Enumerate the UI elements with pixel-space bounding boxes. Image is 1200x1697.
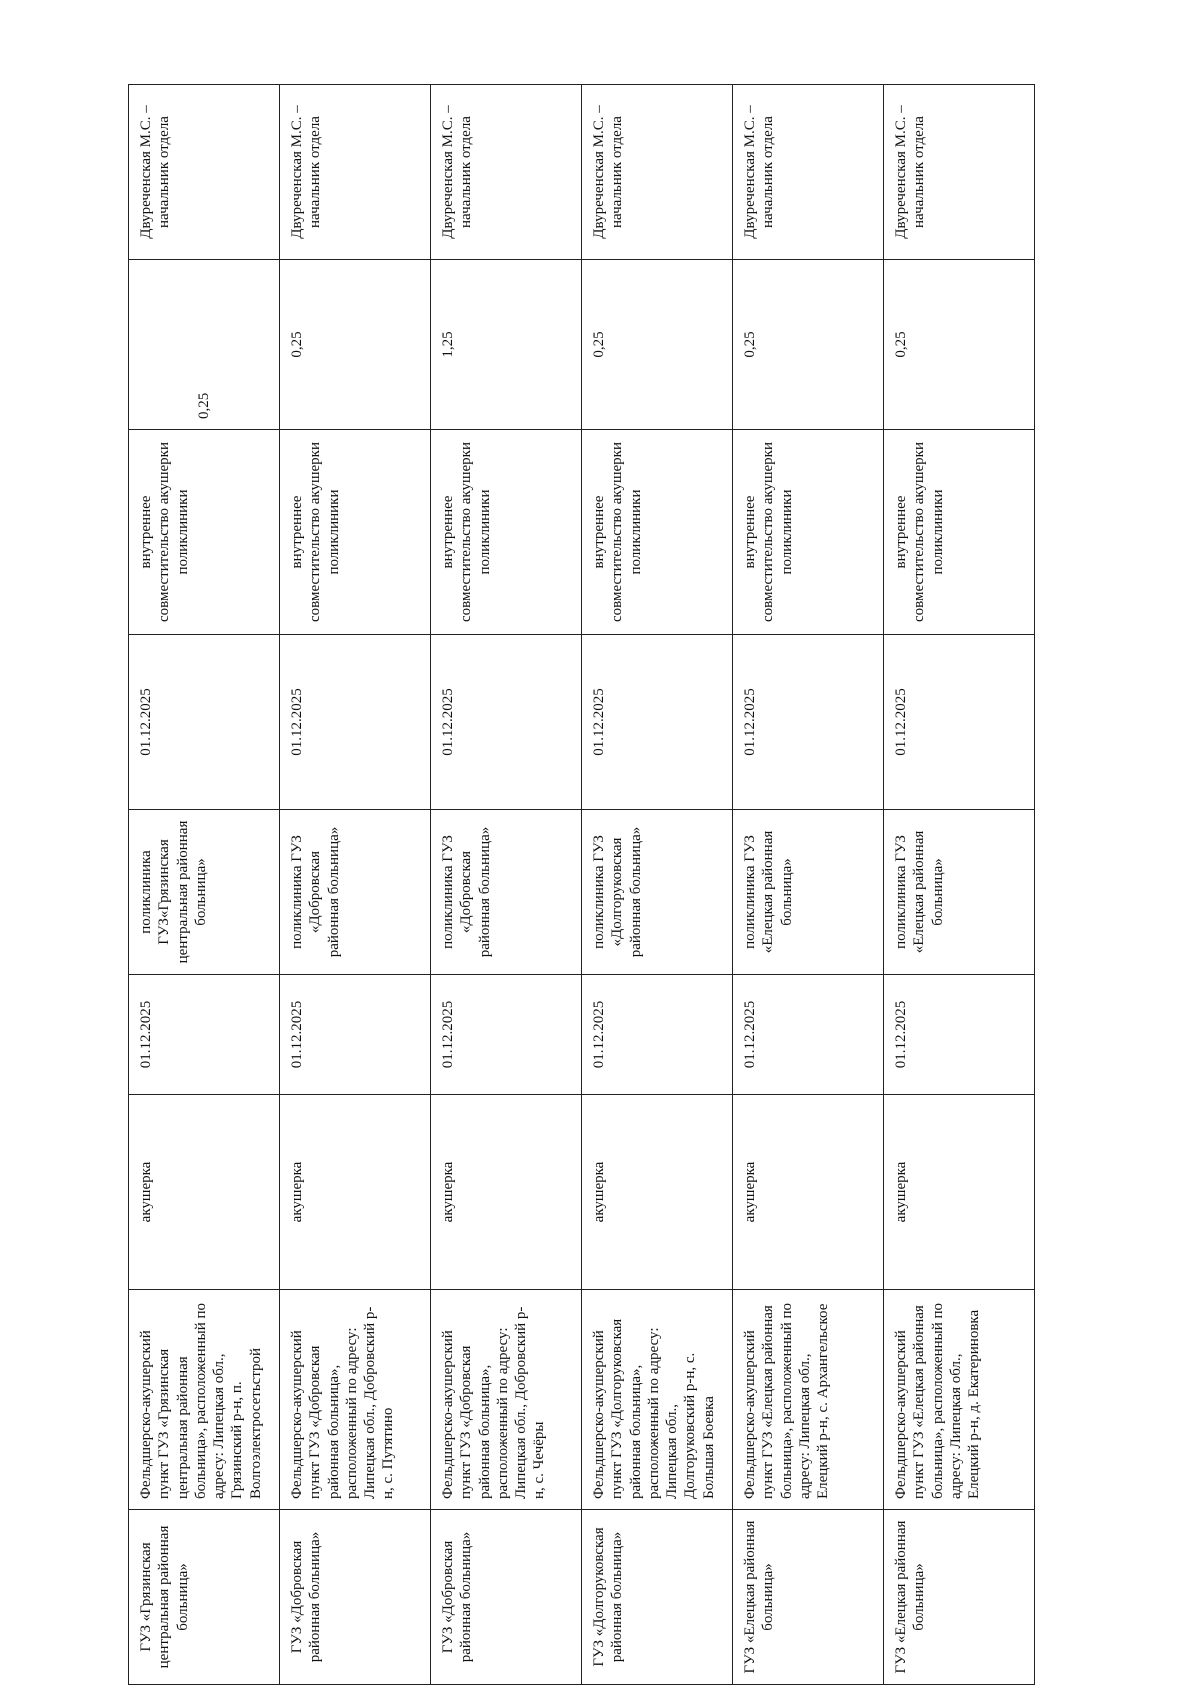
cell-responsible: Двуреченская М.С. – начальник отдела [884,85,1035,260]
table-row [733,85,884,1685]
cell-position: акушерка [884,1095,1035,1290]
cell-unit: поликлиника ГУЗ«Грязинская центральная районная больница» [129,810,280,975]
cell-rate: 1,25 [431,260,582,430]
cell-mode: внутреннее совместительство акушерки поликлиники [280,430,431,635]
cell-rate: 0,25 [280,260,431,430]
table-body [129,85,1035,1685]
cell-date-end: 01.12.2025 [431,635,582,810]
cell-unit: поликлиника ГУЗ «Долгоруковская районная больница» [582,810,733,975]
table-row [280,85,431,1685]
cell-org: ГУЗ «Долгоруковская районная больница» [582,1510,733,1685]
table-row [884,85,1035,1685]
cell-facility: Фельдшерско-акушерский пункт ГУЗ «Добровская районная больница», расположенный по адресу: Липецкая обл., Добровский р-н, с. Путятино [280,1290,431,1510]
cell-facility: Фельдшерско-акушерский пункт ГУЗ «Елецкая районная больница», расположенный по адресу: Липецкая обл., Елецкий р-н, с. Архангельское [733,1290,884,1510]
cell-date-end: 01.12.2025 [129,635,280,810]
cell-unit: поликлиника ГУЗ «Добровская районная больница» [280,810,431,975]
cell-responsible: Двуреченская М.С. – начальник отдела [582,85,733,260]
cell-facility: Фельдшерско-акушерский пункт ГУЗ «Добровская районная больница», расположенный по адресу: Липецкая обл., Добровский р-н, с. Чечёры [431,1290,582,1510]
staffing-table [128,84,1035,1685]
cell-rate: 0,25 [582,260,733,430]
cell-rate: 0,25 [733,260,884,430]
cell-org: ГУЗ «Елецкая районная больница» [733,1510,884,1685]
rotated-table-sheet [128,85,1034,1685]
cell-date-start: 01.12.2025 [280,975,431,1095]
cell-date-start: 01.12.2025 [884,975,1035,1095]
cell-date-start: 01.12.2025 [582,975,733,1095]
cell-org: ГУЗ «Добровская районная больница» [431,1510,582,1685]
cell-mode: внутреннее совместительство акушерки поликлиники [582,430,733,635]
cell-position: акушерка [280,1095,431,1290]
cell-facility: Фельдшерско-акушерский пункт ГУЗ «Елецкая районная больница», расположенный по адресу: Липецкая обл., Елецкий р-н, д. Екатериновка [884,1290,1035,1510]
cell-org: ГУЗ «Елецкая районная больница» [884,1510,1035,1685]
cell-unit: поликлиника ГУЗ «Елецкая районная больница» [884,810,1035,975]
cell-position: акушерка [431,1095,582,1290]
cell-rate: 0,25 [129,260,280,430]
cell-mode: внутреннее совместительство акушерки поликлиники [431,430,582,635]
cell-date-start: 01.12.2025 [129,975,280,1095]
cell-facility: Фельдшерско-акушерский пункт ГУЗ «Долгоруковская районная больница», расположенный по адресу: Липецкая обл., Долгоруковский р-н, с. Большая Боевка [582,1290,733,1510]
cell-mode: внутреннее совместительство акушерки поликлиники [884,430,1035,635]
cell-unit: поликлиника ГУЗ «Елецкая районная больница» [733,810,884,975]
cell-org: ГУЗ «Добровская районная больница» [280,1510,431,1685]
table-row [431,85,582,1685]
cell-responsible: Двуреченская М.С. – начальник отдела [280,85,431,260]
cell-unit: поликлиника ГУЗ «Добровская районная больница» [431,810,582,975]
cell-date-start: 01.12.2025 [431,975,582,1095]
cell-org: ГУЗ «Грязинская центральная районная больница» [129,1510,280,1685]
cell-responsible: Двуреченская М.С. – начальник отдела [431,85,582,260]
cell-date-start: 01.12.2025 [733,975,884,1095]
cell-responsible: Двуреченская М.С. – начальник отдела [129,85,280,260]
cell-position: акушерка [733,1095,884,1290]
table-row [582,85,733,1685]
cell-date-end: 01.12.2025 [733,635,884,810]
cell-facility: Фельдшерско-акушерский пункт ГУЗ «Грязинская центральная районная больница», расположенный по адресу: Липецкая обл., Грязинский р-н, п. Волгоэлектросетьстрой [129,1290,280,1510]
cell-responsible: Двуреченская М.С. – начальник отдела [733,85,884,260]
cell-position: акушерка [129,1095,280,1290]
cell-mode: внутреннее совместительство акушерки поликлиники [129,430,280,635]
cell-rate: 0,25 [884,260,1035,430]
cell-date-end: 01.12.2025 [582,635,733,810]
cell-position: акушерка [582,1095,733,1290]
cell-mode: внутреннее совместительство акушерки поликлиники [733,430,884,635]
table-row [129,85,280,1685]
cell-date-end: 01.12.2025 [884,635,1035,810]
cell-date-end: 01.12.2025 [280,635,431,810]
